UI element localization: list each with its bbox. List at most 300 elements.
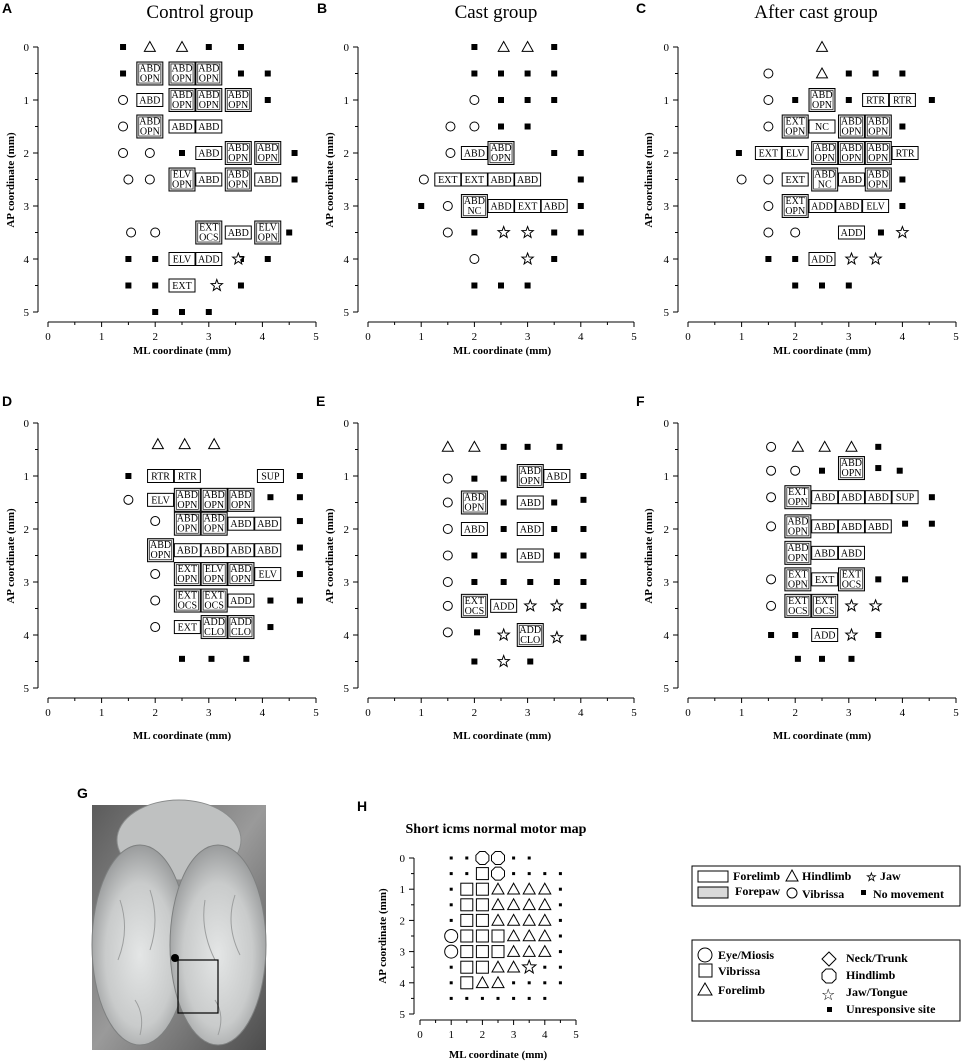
movement-code-label: OPN [230,499,251,511]
no-movement-point [792,283,798,289]
no-movement-point [238,44,244,50]
movement-code-label: ABD [176,545,198,557]
unresponsive-point [543,966,546,969]
movement-code-label: ELV [172,254,192,266]
forelimb-box [461,195,487,218]
forelimb-triangle-point [492,883,504,894]
forelimb-box [255,517,281,530]
x-axis-label: ML coordinate (mm) [452,345,552,357]
vibrissa-square-point [476,883,488,895]
vibrissa-square-point [476,914,488,926]
movement-code-label: ABD [463,492,485,504]
movement-code-label: OPN [868,153,889,164]
movement-code-label: ABD [230,545,252,557]
movement-code-label: ABD [814,492,836,504]
forelimb-box [517,465,543,488]
x-axis-label: ML coordinate (mm) [132,730,232,742]
movement-code-label: ABD [257,519,279,531]
forelimb-triangle-point [508,930,520,941]
no-movement-point [875,444,881,450]
vibrissa-point [446,122,455,131]
vibrissa-square-point [476,899,488,911]
legend-1 [692,866,960,906]
no-movement-point [578,150,584,156]
movement-code-label: ABD [198,63,220,75]
no-movement-point [471,553,477,559]
y-tick-label: 2 [663,148,669,160]
legend-vibrissa2-label: Vibrissa [718,964,761,978]
movement-code-label: OCS [464,605,485,617]
movement-code-label: ADD [230,617,252,629]
forelimb-box [889,94,915,107]
no-movement-point [551,230,557,236]
unresponsive-point [559,981,562,984]
movement-code-label: EXT [814,574,835,586]
x-tick-label: 3 [206,707,212,719]
movement-code-label: ABD [840,143,863,154]
vibrissa-point [446,149,455,158]
forelimb-box [785,594,811,617]
forelimb-box [491,599,517,612]
jaw-point [846,600,857,611]
no-movement-point [471,230,477,236]
unresponsive-point [512,857,515,860]
movement-code-label: EXT [785,196,805,207]
forelimb-box [838,226,864,239]
hindlimb-point [209,439,220,449]
movement-code-label: ELV [258,569,278,581]
vibrissa-square-point [476,946,488,958]
movement-code-label: NC [815,122,829,133]
no-movement-point [580,473,586,479]
forelimb-box [838,457,864,480]
movement-code-label: ABD [867,169,889,181]
legend-unresponsive-label: Unresponsive site [846,1002,936,1016]
no-movement-point [501,579,507,585]
forelimb-box [517,549,543,562]
unresponsive-point [528,981,531,984]
movement-code-label: OPN [787,552,808,564]
no-movement-point [929,494,935,500]
forelimb-box [196,89,222,112]
movement-code-label: EXT [464,595,485,607]
y-tick-label: 4 [663,630,669,642]
movement-code-label: ADD [813,630,836,642]
forelimb-triangle-point [508,899,520,910]
x-axis-label: ML coordinate (mm) [772,345,872,357]
no-movement-point [265,97,271,103]
y-tick-label: 2 [23,524,29,536]
movement-code-label: ABD [230,564,252,576]
no-movement-point [125,473,131,479]
no-movement-point [267,494,273,500]
jaw-point [870,253,881,264]
movement-code-label: ABD [149,540,172,552]
movement-code-label: ABD [814,521,836,533]
chart-f [643,418,959,742]
jaw-point [498,227,509,238]
movement-code-label: OPN [841,153,862,164]
y-tick-label: 2 [343,524,349,536]
movement-code-label: OPN [787,497,808,509]
forelimb-box [196,62,222,85]
forelimb-box [865,115,891,138]
no-movement-point [929,521,935,527]
vibrissa-point [119,96,128,105]
chart-b-cast-group [324,2,637,357]
y-tick-label: 0 [343,418,349,430]
vibrissa-point [124,175,133,184]
no-movement-point [551,500,557,506]
no-movement-point [848,656,854,662]
forelimb-box [461,491,487,514]
x-axis-label: ML coordinate (mm) [132,345,232,357]
no-movement-point [846,283,852,289]
y-axis-label: AP coordinate (mm) [377,888,389,984]
vibrissa-point [119,122,128,131]
movement-code-label: OCS [814,605,835,617]
x-tick-label: 0 [365,331,371,343]
x-axis-label: ML coordinate (mm) [448,1049,548,1061]
hindlimb-point [498,42,509,52]
movement-code-label: EXT [758,148,779,160]
no-movement-point [580,635,586,641]
movement-code-label: ABD [490,143,512,154]
vibrissa-point [443,228,452,237]
unresponsive-point [512,872,515,875]
no-movement-point [501,500,507,506]
vibrissa-point [151,596,160,605]
no-movement-point [578,203,584,209]
x-tick-label: 5 [631,331,637,343]
movement-code-label: OPN [139,73,160,85]
x-tick-label: 5 [573,1029,579,1041]
forelimb-box [782,195,808,218]
no-movement-point [819,283,825,289]
y-tick-label: 5 [23,683,29,695]
forelimb-box [196,253,222,266]
movement-code-label: OPN [841,126,862,138]
forelimb-box [809,120,835,133]
unresponsive-point [543,997,546,1000]
forelimb-box [137,94,163,107]
movement-code-label: ABD [490,201,512,213]
legend-jaw-label: Jaw [880,869,901,883]
no-movement-point [580,497,586,503]
no-movement-point [286,230,292,236]
no-movement-point [208,656,214,662]
forelimb-triangle-point [508,961,520,972]
unresponsive-point [559,966,562,969]
forelimb-box [174,512,200,535]
movement-code-label: ADD [197,254,220,266]
no-movement-point [792,632,798,638]
forelimb-box [174,589,200,612]
forelimb-box [812,168,838,191]
forelimb-box [461,147,487,160]
no-movement-point [179,656,185,662]
no-movement-point [152,256,158,262]
movement-code-label: ADD [811,201,833,213]
x-tick-label: 3 [524,331,531,343]
x-tick-label: 0 [365,707,371,719]
forelimb-box [201,616,227,639]
movement-code-label: ABD [463,148,485,160]
no-movement-point [471,283,477,289]
no-movement-point [899,177,905,183]
hindlimb-point [792,441,803,451]
x-tick-label: 2 [471,707,478,719]
x-tick-label: 3 [524,707,531,719]
unresponsive-point [465,997,468,1000]
vibrissa-point [470,255,479,264]
forelimb-box [892,491,918,504]
forelimb-box [863,200,889,213]
x-tick-label: 2 [471,331,478,343]
hindlimb-point [522,42,533,52]
no-movement-point [471,476,477,482]
x-tick-label: 1 [418,331,424,343]
movement-code-label: ABD [840,175,863,186]
no-movement-point [902,576,908,582]
vibrissa-point [419,175,428,184]
movement-code-label: EXT [177,622,198,634]
movement-code-label: ABD [519,498,541,509]
y-axis-label: AP coordinate (mm) [324,132,336,228]
vibrissa-square-point [476,930,488,942]
vibrissa-square-point [476,961,488,973]
forelimb-box [228,563,254,586]
no-movement-point [498,124,504,130]
no-movement-point [551,150,557,156]
no-movement-point [929,97,935,103]
vibrissa-point [791,466,800,475]
no-movement-point [179,309,185,315]
forelimb-box [838,568,864,591]
vibrissa-point [470,122,479,131]
y-tick-label: 3 [23,201,29,213]
forelimb-box [225,89,251,112]
vibrissa-point [764,228,773,237]
y-tick-label: 2 [343,148,349,160]
forelimb-box [838,546,864,559]
forelimb-box [782,115,808,138]
x-tick-label: 2 [792,707,798,719]
movement-code-label: ABD [227,90,249,101]
forelimb-box [201,488,227,511]
forelimb-box [838,115,864,138]
unresponsive-point [559,950,562,953]
movement-code-label: ABD [517,175,539,186]
no-movement-point [819,656,825,662]
forelimb-box [196,147,222,160]
forelimb-box [865,142,891,165]
movement-code-label: ABD [171,122,193,133]
jaw-point [522,253,533,264]
movement-code-label: ABD [257,175,279,186]
forelimb-box [225,142,251,165]
right-hemisphere [170,845,266,1045]
movement-code-label: EXT [788,487,808,499]
movement-code-label: OPN [230,574,251,586]
movement-code-label: OPN [204,574,225,586]
movement-code-label: ELV [785,148,805,160]
forelimb-box [515,200,541,213]
no-movement-point [525,124,531,130]
no-movement-point [846,97,852,103]
movement-code-label: ADD [811,254,833,266]
forelimb-box [838,142,864,165]
no-movement-point [551,256,557,262]
forelimb-box [148,470,174,483]
y-tick-label: 5 [663,683,669,695]
no-movement-point [179,150,185,156]
jaw-point [233,253,244,264]
hindlimb-point [846,441,857,451]
forelimb-box [228,488,254,511]
movement-code-label: ABD [546,471,568,483]
forelimb-triangle-point [508,914,520,925]
jaw-point [551,632,562,643]
x-tick-label: 1 [738,707,745,719]
forelimb-triangle-point [508,946,520,957]
no-movement-point [899,203,905,209]
vibrissa-point [767,601,776,610]
movement-code-label: EXT [814,595,835,607]
unresponsive-point [481,997,484,1000]
movement-code-label: NC [817,179,832,191]
no-movement-point [551,97,557,103]
vibrissa-square-point [461,899,473,911]
forelimb-box [228,544,254,557]
legend-forepaw-label: Forepaw [735,884,781,898]
movement-code-label: ELV [204,564,224,576]
vibrissa-point [443,498,452,507]
movement-code-label: OCS [177,600,198,612]
no-movement-point [551,526,557,532]
no-movement-point [792,97,798,103]
movement-code-label: ABD [257,545,279,557]
legend-forelimb-label: Forelimb [733,869,781,883]
movement-code-label: OPN [868,126,889,138]
no-movement-point [238,283,244,289]
vibrissa-point [127,228,136,237]
vibrissa-point [764,122,773,131]
forelimb-box [782,147,808,160]
forelimb-box [461,594,487,617]
chart-title: Control group [146,2,254,23]
vibrissa-point [151,623,160,632]
movement-code-label: EXT [172,281,192,292]
no-movement-point [551,44,557,50]
forelimb-box [169,253,195,266]
y-tick-label: 3 [399,946,405,959]
y-tick-label: 1 [23,95,29,107]
no-movement-point [551,71,557,77]
movement-code-label: ABD [814,169,836,181]
no-movement-point [736,150,742,156]
movement-code-label: OPN [785,126,806,138]
x-tick-label: 0 [417,1029,423,1041]
movement-code-label: EXT [841,569,862,581]
no-movement-point [297,545,303,551]
vibrissa-point [764,202,773,211]
panel-label-h: H [357,798,368,814]
forelimb-triangle-point [539,914,551,925]
movement-code-label: OPN [198,100,219,111]
movement-code-label: ABD [203,545,225,557]
chart-title: Short icms normal motor map [405,822,587,837]
movement-code-label: ABD [867,143,889,154]
movement-code-label: EXT [788,595,808,607]
no-movement-point [292,177,298,183]
hindlimb-point [442,441,453,451]
movement-code-label: ADD [203,617,225,629]
no-movement-point [206,44,212,50]
unresponsive-point [528,872,531,875]
forelimb-box [435,173,461,186]
no-movement-point [471,71,477,77]
y-tick-label: 0 [23,418,29,430]
x-axis-label: ML coordinate (mm) [772,730,872,742]
no-movement-point [471,659,477,665]
eye-circle-point [445,945,458,958]
movement-code-label: OPN [204,499,225,511]
legend-jaw-star: ☆ [866,870,877,884]
x-tick-label: 3 [510,1029,517,1041]
vibrissa-point [151,228,160,237]
forelimb-box [865,520,891,533]
x-tick-label: 0 [685,707,691,719]
movement-code-label: ELV [172,169,192,181]
x-tick-label: 5 [313,331,319,343]
movement-code-label: ABD [139,116,161,128]
forelimb-box [809,89,835,112]
y-axis-label: AP coordinate (mm) [643,508,655,604]
forelimb-box [863,94,889,107]
forelimb-box [255,173,281,186]
movement-code-label: ABD [198,175,220,186]
chart-h-normal-map [377,822,587,1061]
legend-neck-label: Neck/Trunk [846,951,908,965]
forelimb-box [488,142,514,165]
forelimb-box [488,200,514,213]
movement-code-label: ABD [230,489,252,501]
legend-eye-label: Eye/Miosis [718,948,774,962]
forelimb-box [812,546,838,559]
movement-code-label: EXT [438,175,458,186]
movement-code-label: ABD [171,63,193,75]
movement-code-label: ABD [519,551,541,562]
movement-code-label: ELV [258,222,278,234]
forelimb-box [892,147,918,160]
no-movement-point [899,71,905,77]
unresponsive-point [450,997,453,1000]
no-movement-point [578,230,584,236]
x-tick-label: 1 [98,707,105,719]
no-movement-point [206,309,212,315]
movement-code-label: OPN [228,153,249,164]
movement-code-label: ABD [838,201,860,213]
movement-code-label: EXT [788,569,808,581]
x-tick-label: 5 [631,707,637,719]
forelimb-box [137,115,163,138]
y-tick-label: 0 [663,418,669,430]
forelimb-box [255,544,281,557]
hindlimb-point [144,42,155,52]
forelimb-box [515,173,541,186]
forelimb-box [148,539,174,562]
